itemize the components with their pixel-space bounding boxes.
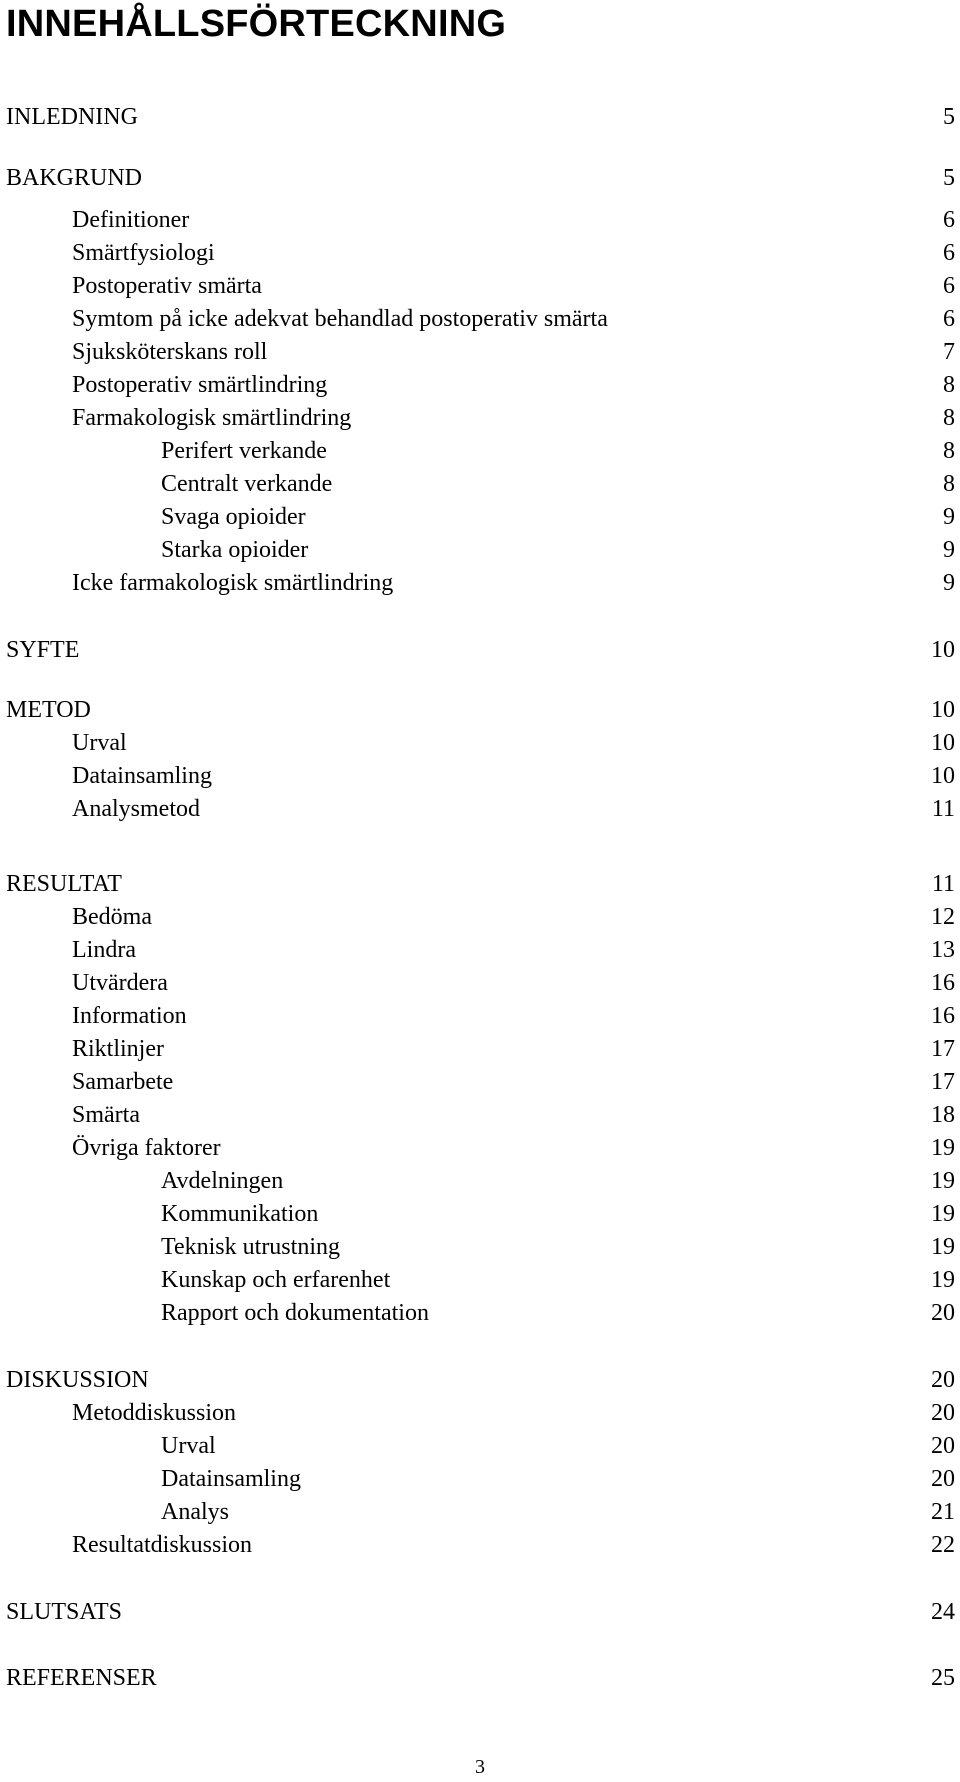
toc-entry-label: Farmakologisk smärtlindring bbox=[72, 405, 352, 431]
toc-entry-page: 6 bbox=[943, 306, 955, 332]
toc-entry-page: 8 bbox=[943, 471, 955, 497]
toc-entry bbox=[0, 759, 960, 793]
toc-entry bbox=[0, 203, 960, 237]
toc-entry bbox=[0, 792, 960, 826]
toc-entry-label: Övriga faktorer bbox=[72, 1135, 221, 1161]
toc-entry bbox=[0, 1263, 960, 1297]
toc-entry-label: Datainsamling bbox=[72, 763, 212, 789]
toc-entry-page: 6 bbox=[943, 240, 955, 266]
page-number: 3 bbox=[475, 1756, 485, 1778]
toc-entry bbox=[0, 1164, 960, 1198]
toc-entry bbox=[0, 1363, 960, 1397]
toc-entry-label: INLEDNING bbox=[6, 104, 138, 130]
toc-entry bbox=[0, 1495, 960, 1529]
toc-entry bbox=[0, 500, 960, 534]
toc-entry-label: Utvärdera bbox=[72, 970, 168, 996]
toc-entry-label: Metoddiskussion bbox=[72, 1400, 237, 1426]
toc-entry-page: 20 bbox=[931, 1367, 955, 1393]
toc-entry-page: 19 bbox=[931, 1234, 955, 1260]
toc-entry-page: 7 bbox=[943, 339, 955, 365]
toc-entry bbox=[0, 1098, 960, 1132]
toc-entry bbox=[0, 566, 960, 600]
toc-entry bbox=[0, 302, 960, 336]
toc-entry-page: 19 bbox=[931, 1168, 955, 1194]
toc-entry bbox=[0, 933, 960, 967]
toc-entry-page: 5 bbox=[943, 104, 955, 130]
toc-entry bbox=[0, 100, 960, 134]
toc-entry-page: 9 bbox=[943, 537, 955, 563]
toc-entry-label: Centralt verkande bbox=[161, 471, 333, 497]
toc-entry bbox=[0, 999, 960, 1033]
toc-entry-label: Datainsamling bbox=[161, 1466, 301, 1492]
toc-entry-label: DISKUSSION bbox=[6, 1367, 149, 1393]
toc-entry bbox=[0, 335, 960, 369]
toc-entry-label: METOD bbox=[6, 697, 91, 723]
toc-entry-page: 6 bbox=[943, 273, 955, 299]
toc-entry-label: RESULTAT bbox=[6, 871, 122, 897]
toc-entry-page: 19 bbox=[931, 1201, 955, 1227]
toc-entry-page: 13 bbox=[931, 937, 955, 963]
toc-entry bbox=[0, 1131, 960, 1165]
toc-entry-page: 10 bbox=[931, 637, 955, 663]
toc-entry-page: 18 bbox=[931, 1102, 955, 1128]
toc-entry-page: 20 bbox=[931, 1300, 955, 1326]
toc-entry bbox=[0, 1595, 960, 1629]
toc-entry-label: Avdelningen bbox=[161, 1168, 284, 1194]
toc-entry bbox=[0, 966, 960, 1000]
toc-entry-page: 19 bbox=[931, 1267, 955, 1293]
toc-entry-page: 10 bbox=[931, 697, 955, 723]
toc-entry-label: Svaga opioider bbox=[161, 504, 306, 530]
toc-entry-label: Samarbete bbox=[72, 1069, 174, 1095]
toc-entry-page: 8 bbox=[943, 438, 955, 464]
toc-entry bbox=[0, 1065, 960, 1099]
toc-entry-page: 20 bbox=[931, 1400, 955, 1426]
toc-entry bbox=[0, 1230, 960, 1264]
toc-entry-page: 12 bbox=[931, 904, 955, 930]
toc-entry-page: 6 bbox=[943, 207, 955, 233]
toc-entry-page: 16 bbox=[931, 970, 955, 996]
toc-entry bbox=[0, 1197, 960, 1231]
toc-entry-label: Teknisk utrustning bbox=[161, 1234, 340, 1260]
toc-entry bbox=[0, 434, 960, 468]
toc-entry-page: 5 bbox=[943, 165, 955, 191]
toc-entry-page: 22 bbox=[931, 1532, 955, 1558]
toc-entry-page: 19 bbox=[931, 1135, 955, 1161]
toc-entry-page: 20 bbox=[931, 1466, 955, 1492]
toc-entry-label: Starka opioider bbox=[161, 537, 309, 563]
toc-entry-label: Urval bbox=[72, 730, 127, 756]
toc-entry-label: SYFTE bbox=[6, 637, 80, 663]
toc-entry bbox=[0, 467, 960, 501]
toc-entry bbox=[0, 726, 960, 760]
toc-entry-label: Kommunikation bbox=[161, 1201, 319, 1227]
toc-entry-label: Rapport och dokumentation bbox=[161, 1300, 429, 1326]
toc-entry-label: BAKGRUND bbox=[6, 165, 143, 191]
toc-entry-label: Definitioner bbox=[72, 207, 190, 233]
toc-entry bbox=[0, 900, 960, 934]
toc-entry-label: Information bbox=[72, 1003, 187, 1029]
toc-entry-page: 10 bbox=[931, 763, 955, 789]
toc-entry-page: 8 bbox=[943, 372, 955, 398]
toc-entry bbox=[0, 1462, 960, 1496]
toc-entry-label: Bedöma bbox=[72, 904, 152, 930]
toc-entry-label: Analysmetod bbox=[72, 796, 200, 822]
toc-entry bbox=[0, 1661, 960, 1695]
toc-entry-label: Riktlinjer bbox=[72, 1036, 164, 1062]
toc-entry-page: 17 bbox=[931, 1069, 955, 1095]
toc-entry-page: 20 bbox=[931, 1433, 955, 1459]
toc-entry-label: Smärtfysiologi bbox=[72, 240, 215, 266]
toc-entry-page: 25 bbox=[931, 1665, 955, 1691]
toc-entry bbox=[0, 533, 960, 567]
toc-entry-page: 8 bbox=[943, 405, 955, 431]
toc-entry-label: Lindra bbox=[72, 937, 136, 963]
toc-entry bbox=[0, 1032, 960, 1066]
toc-entry-page: 21 bbox=[931, 1499, 955, 1525]
toc-entry bbox=[0, 693, 960, 727]
toc-entry bbox=[0, 633, 960, 667]
toc-entry-label: Kunskap och erfarenhet bbox=[161, 1267, 391, 1293]
toc-entry bbox=[0, 1296, 960, 1330]
toc-entry-label: Urval bbox=[161, 1433, 216, 1459]
toc-entry-label: Postoperativ smärta bbox=[72, 273, 262, 299]
toc-entry-page: 9 bbox=[943, 504, 955, 530]
toc-entry bbox=[0, 368, 960, 402]
toc-entry-label: Perifert verkande bbox=[161, 438, 327, 464]
page-title: INNEHÅLLSFÖRTECKNING bbox=[6, 3, 507, 45]
toc-entry-label: Postoperativ smärtlindring bbox=[72, 372, 328, 398]
toc-entry bbox=[0, 269, 960, 303]
toc-entry-page: 17 bbox=[931, 1036, 955, 1062]
toc-entry bbox=[0, 1528, 960, 1562]
toc-entry-label: REFERENSER bbox=[6, 1665, 157, 1691]
toc-entry bbox=[0, 161, 960, 195]
toc-entry-page: 10 bbox=[931, 730, 955, 756]
toc-entry bbox=[0, 867, 960, 901]
toc-entry-label: Analys bbox=[161, 1499, 229, 1525]
toc-entry bbox=[0, 236, 960, 270]
toc-entry-label: Symtom på icke adekvat behandlad postoperativ smärta bbox=[72, 306, 608, 332]
toc-entry-label: Sjuksköterskans roll bbox=[72, 339, 268, 365]
toc-entry-page: 11 bbox=[931, 871, 955, 897]
toc-entry bbox=[0, 401, 960, 435]
toc-entry-page: 24 bbox=[931, 1599, 955, 1625]
toc-entry-page: 9 bbox=[943, 570, 955, 596]
toc-entry-label: Resultatdiskussion bbox=[72, 1532, 253, 1558]
toc-entry-label: Icke farmakologisk smärtlindring bbox=[72, 570, 394, 596]
toc-entry-label: SLUTSATS bbox=[6, 1599, 123, 1625]
toc-entry-page: 16 bbox=[931, 1003, 955, 1029]
toc-entry bbox=[0, 1396, 960, 1430]
toc-entry bbox=[0, 1429, 960, 1463]
toc-entry-label: Smärta bbox=[72, 1102, 140, 1128]
toc-entry-page: 11 bbox=[931, 796, 955, 822]
